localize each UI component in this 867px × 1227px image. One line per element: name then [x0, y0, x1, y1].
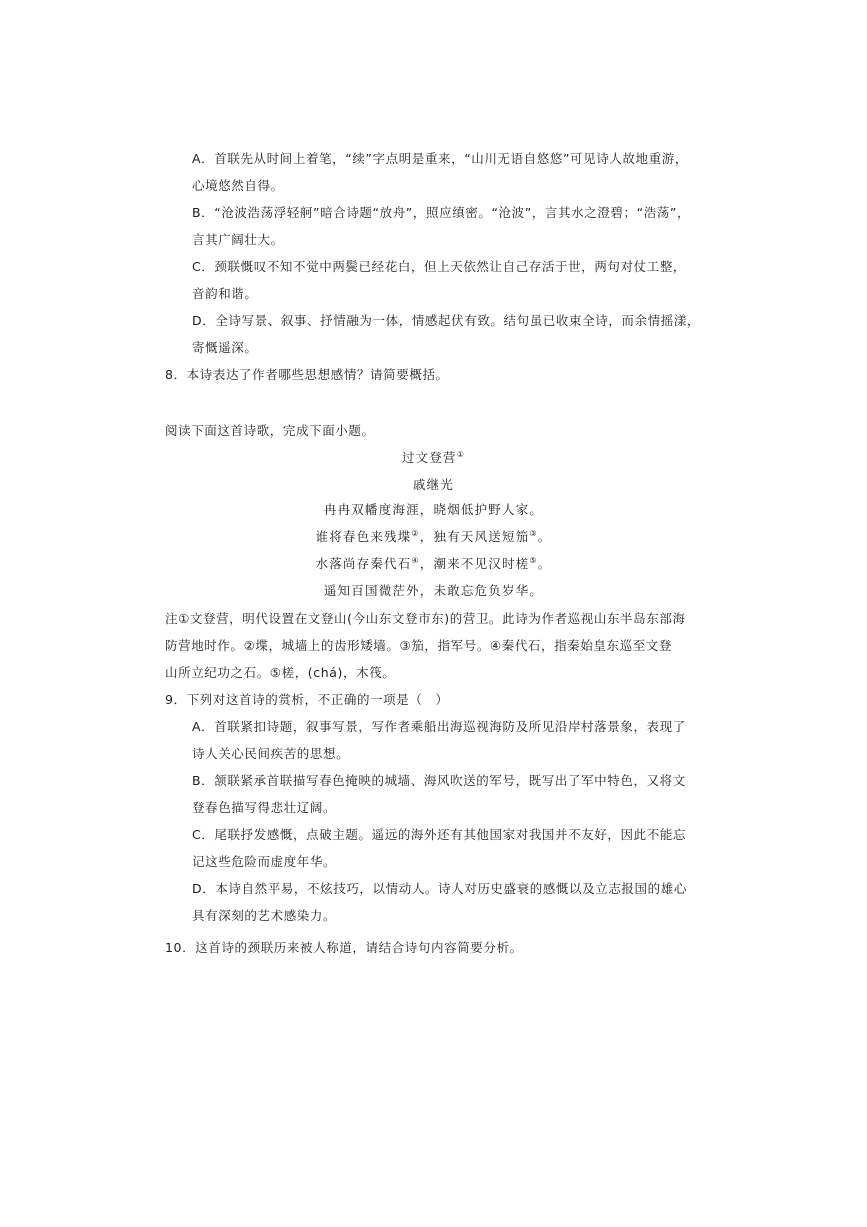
question-10: 10．这首诗的颈联历来被人称道，请结合诗句内容简要分析。	[165, 940, 523, 955]
poem-line-3	[0, 556, 867, 572]
question-9: 9．下列对这首诗的赏析，不正确的一项是（ ）	[165, 692, 449, 707]
annotation-line-2: 防营地时作。②堞，城墙上的齿形矮墙。③笳，指军号。④秦代石，指秦始皇东巡至文登	[165, 638, 673, 653]
q9-option-b-line1: B．颔联紧承首联描写春色掩映的城墙、海风吹送的军号，既写出了军中特色，又将文	[192, 773, 686, 788]
footnote-mark-2: ②	[411, 528, 420, 538]
poem-line-2-part-b: ，独有天风送短笳	[419, 529, 530, 544]
reading-instruction: 阅读下面这首诗歌，完成下面小题。	[165, 423, 375, 438]
poem-title	[0, 450, 867, 466]
annotation-line-3: 山所立纪功之石。⑤槎，(chá)，木筏。	[165, 665, 396, 680]
q7-option-b-line2: 言其广阔壮大。	[192, 232, 284, 247]
q7-option-a-line2: 心境悠然自得。	[192, 178, 284, 193]
q9-option-a-line1: A．首联紧扣诗题，叙事写景，写作者乘船出海巡视海防及所见沿岸村落景象，表现了	[192, 719, 686, 734]
q7-option-c-line2: 音韵和谐。	[192, 286, 258, 301]
q7-option-d-line2: 寄慨遥深。	[192, 340, 258, 355]
poem-title-text: 过文登营	[401, 450, 457, 465]
poem-line-3-part-a: 水落尚存秦代石	[315, 556, 412, 571]
poem-line-2-end: 。	[537, 529, 552, 544]
q7-option-b-line1: B．“沧波浩荡浮轻舸”暗合诗题“放舟”，照应缜密。“沧波”，言其水之澄碧；“浩荡”，	[192, 205, 691, 220]
poem-author: 戚继光	[412, 477, 455, 492]
q9-option-c-line2: 记这些危险而虚度年华。	[192, 854, 337, 869]
q9-option-d-line1: D．本诗自然平易，不炫技巧，以情动人。诗人对历史盛衰的感慨以及立志报国的雄心	[192, 881, 687, 896]
footnote-mark-3: ③	[529, 528, 538, 538]
q9-option-a-line2: 诗人关心民间疾苦的思想。	[192, 746, 350, 761]
q9-option-d-line2: 具有深刻的艺术感染力。	[192, 908, 337, 923]
q7-option-a-line1: A．首联先从时间上着笔，“续”字点明是重来，“山川无语自悠悠”可见诗人故地重游，	[192, 151, 688, 166]
footnote-mark-5: ⑤	[529, 555, 538, 565]
annotation-line-1: 注①文登营，明代设置在文登山(今山东文登市东)的营卫。此诗为作者巡视山东半岛东部海	[165, 611, 686, 626]
question-8: 8．本诗表达了作者哪些思想感情？请简要概括。	[165, 367, 449, 382]
poem-line-4: 遥知百国微茫外，未敢忘危负岁华。	[323, 583, 544, 598]
q7-option-c-line1: C．颈联慨叹不知不觉中两鬓已经花白，但上天依然让自己存活于世，两句对仗工整，	[192, 259, 687, 274]
poem-line-2-part-a: 谁将春色来残堞	[315, 529, 412, 544]
poem-line-3-end: 。	[537, 556, 552, 571]
q9-option-b-line2: 登春色描写得悲壮辽阔。	[192, 800, 337, 815]
q7-option-d-line1: D．全诗写景、叙事、抒情融为一体，情感起伏有致。结句虽已收束全诗，而余情摇漾，	[192, 313, 701, 328]
footnote-mark-4: ④	[411, 555, 420, 565]
poem-line-2	[0, 529, 867, 545]
poem-line-1: 冉冉双幡度海涯，晓烟低护野人家。	[323, 502, 544, 517]
poem-title-footnote-mark: ①	[456, 449, 466, 459]
poem-line-3-part-b: ，潮来不见汉时槎	[419, 556, 530, 571]
q9-option-c-line1: C．尾联抒发感慨，点破主题。遥远的海外还有其他国家对我国并不友好，因此不能忘	[192, 827, 687, 842]
